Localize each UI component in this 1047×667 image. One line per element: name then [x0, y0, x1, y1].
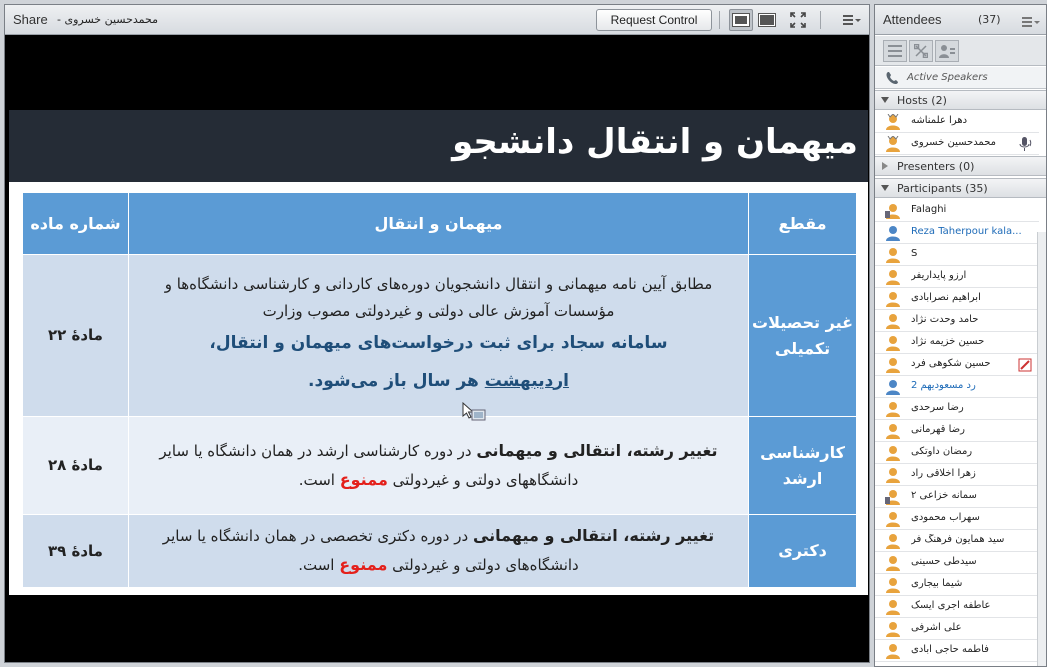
participant-name: حسین خزیمه نژاد [911, 336, 985, 347]
participant-name: آرزو پایداریفر [911, 270, 967, 281]
participant-user-icon [885, 335, 901, 351]
participant-row[interactable] [875, 354, 1039, 376]
level-cell: دکتری [749, 515, 857, 588]
host-name: محمدحسین خسروی [911, 137, 997, 148]
participants-section-header[interactable] [875, 178, 1046, 198]
rules-table [22, 192, 857, 588]
share-pod [4, 4, 870, 663]
participant-row[interactable] [875, 442, 1039, 464]
participant-user-icon [885, 577, 901, 593]
shared-user-icon [885, 203, 901, 219]
list-view-icon[interactable] [883, 40, 907, 62]
shared-user-icon [885, 489, 901, 505]
participant-user-icon [885, 511, 901, 527]
active-speakers-bar [875, 67, 1046, 89]
participant-user-icon [885, 401, 901, 417]
participant-row[interactable] [875, 398, 1039, 420]
column-header-topic: میهمان و انتقال [128, 193, 748, 255]
participant-row[interactable] [875, 640, 1039, 662]
microphone-active-icon [1017, 136, 1033, 152]
request-control-button[interactable]: Request Control [596, 9, 712, 31]
participants-label: Participants (35) [897, 182, 988, 195]
participant-name: زهرا اخلاقی راد [911, 468, 976, 479]
active-speakers-label: Active Speakers [907, 72, 988, 83]
phone-icon [885, 71, 899, 85]
participant-row[interactable] [875, 266, 1039, 288]
attendees-count: (37) [978, 13, 1001, 26]
presenter-name: - محمدحسین خسروی [57, 13, 159, 26]
bold-lead: تغییر رشته، انتقالی و میهمانی [476, 440, 718, 460]
article-cell: مادهٔ ۳۹ [23, 515, 129, 588]
participant-user-icon [885, 467, 901, 483]
participant-user-icon [885, 379, 901, 395]
host-row[interactable] [875, 111, 1039, 133]
description-cell [128, 416, 748, 515]
host-name: دهرا علمناشه [911, 115, 968, 126]
participant-name: S [911, 248, 918, 259]
remote-cursor-icon [462, 402, 488, 424]
participant-row[interactable] [875, 508, 1039, 530]
participant-row[interactable] [875, 420, 1039, 442]
participant-name: فاطمه حاجی آبادی [911, 644, 989, 655]
pod-options-menu-icon[interactable] [839, 9, 865, 31]
description-tail: است. [298, 556, 340, 575]
participant-user-icon [885, 225, 901, 241]
forbidden-word: ممنوع [339, 469, 388, 489]
toolbar-divider [820, 11, 821, 29]
description-text: مطابق آیین نامه میهمانی و انتقال دانشجویان دوره‌های کاردانی و کارشناسی دانشگاه‌ها و مؤسسات آموزش عالی دولتی و غیردولتی مصوب وزارت [164, 275, 713, 321]
fit-to-width-view-icon[interactable] [729, 9, 753, 31]
participant-row[interactable] [875, 486, 1039, 508]
article-cell: مادهٔ ۲۲ [23, 255, 129, 416]
participant-name: سید همایون فرهنگ فر [911, 534, 1005, 545]
hosts-label: Hosts (2) [897, 94, 947, 107]
participant-name: علی اشرفی [911, 622, 962, 633]
description-text: در دوره دکتری تخصصی در همان دانشگاه یا سایر دانشگاه‌های دولتی و غیردولتی [162, 527, 579, 575]
participant-user-icon [885, 643, 901, 659]
expand-triangle-icon [881, 184, 890, 193]
expand-triangle-icon [881, 96, 890, 105]
level-cell: غیر تحصیلات تکمیلی [749, 255, 857, 416]
table-row [23, 255, 857, 416]
fullscreen-icon[interactable] [786, 9, 810, 31]
participant-name: رمضان داوتکی [911, 446, 973, 457]
participant-name: رضا قهرمانی [911, 424, 965, 435]
month-rest: هر سال باز می‌شود. [308, 370, 485, 391]
participant-name: حسین شکوهی فرد [911, 358, 991, 369]
share-pod-title: Share [13, 12, 48, 27]
participant-user-icon [885, 269, 901, 285]
participant-row[interactable] [875, 552, 1039, 574]
description-text: در دوره کارشناسی ارشد در همان دانشگاه یا سایر دانشگاههای دولتی و غیردولتی [159, 441, 579, 489]
raised-hand-icon [1017, 357, 1033, 373]
hosts-section-header[interactable] [875, 90, 1046, 110]
participant-user-icon [885, 621, 901, 637]
month-underlined: اردیبهشت [484, 370, 569, 391]
participant-name: حامد وحدت نژاد [911, 314, 979, 325]
slide-header-band [9, 110, 868, 182]
participant-row[interactable] [875, 222, 1039, 244]
attendees-header [875, 5, 1046, 35]
description-cell [128, 255, 748, 416]
presenters-section-header[interactable] [875, 156, 1046, 176]
participant-user-icon [885, 357, 901, 373]
participant-user-icon [885, 533, 901, 549]
attendees-scrollbar[interactable] [1037, 232, 1046, 667]
participant-row[interactable] [875, 288, 1039, 310]
collapse-triangle-icon [881, 162, 890, 171]
column-header-level: مقطع [749, 193, 857, 255]
participant-name: شیما بیجاری [911, 578, 963, 589]
participant-row[interactable] [875, 376, 1039, 398]
participant-row[interactable] [875, 618, 1039, 640]
participant-name: سیدطی حسینی [911, 556, 977, 567]
attendees-toolbar [875, 36, 1046, 66]
host-user-icon [885, 136, 901, 152]
scrollbar-thumb[interactable] [1038, 232, 1046, 292]
article-cell: مادهٔ ۲۸ [23, 416, 129, 515]
presenters-label: Presenters (0) [897, 160, 975, 173]
participant-row[interactable] [875, 574, 1039, 596]
participant-user-icon [885, 247, 901, 263]
attendees-title: Attendees [883, 12, 942, 27]
table-row [23, 515, 857, 588]
attendees-menu-icon[interactable] [1022, 13, 1040, 32]
level-cell: کارشناسی ارشد [749, 416, 857, 515]
description-cell [128, 515, 748, 588]
forbidden-word: ممنوع [339, 555, 388, 575]
column-header-article: شماره ماده [23, 193, 129, 255]
share-pod-header [5, 5, 869, 35]
participant-row[interactable] [875, 200, 1039, 222]
participant-row[interactable] [875, 596, 1039, 618]
sajad-highlight-line: سامانه سجاد برای ثبت درخواست‌های میهمان و انتقال، [209, 333, 668, 354]
table-header-row [23, 193, 857, 255]
participant-row[interactable] [875, 464, 1039, 486]
participant-user-icon [885, 313, 901, 329]
participant-name: Reza Taherpour kala... [911, 226, 1022, 237]
participant-name: Falaghi [911, 204, 947, 215]
participant-row[interactable] [875, 530, 1039, 552]
participant-row[interactable] [875, 310, 1039, 332]
host-row[interactable] [875, 133, 1039, 155]
bold-lead: تغییر رشته، انتقالی و میهمانی [472, 526, 715, 546]
attendees-pod [874, 4, 1047, 667]
participant-user-icon [885, 423, 901, 439]
host-user-icon [885, 114, 901, 130]
participant-user-icon [885, 291, 901, 307]
actual-size-view-icon[interactable] [755, 9, 779, 31]
breakout-view-icon[interactable] [909, 40, 933, 62]
description-tail: است. [298, 470, 340, 489]
participant-name: ابراهیم نصرآبادی [911, 292, 981, 303]
sajad-highlight-line-2 [137, 363, 740, 400]
participant-row[interactable] [875, 244, 1039, 266]
participant-name: 2 رد مسعودیهم [911, 380, 976, 391]
shared-slide [9, 110, 868, 595]
slide-title: میهمان و انتقال دانشجو [452, 122, 858, 162]
toolbar-divider [719, 11, 720, 29]
participant-name: سهراب محمودی [911, 512, 980, 523]
participant-name: رضا سرحدی [911, 402, 964, 413]
participant-user-icon [885, 555, 901, 571]
participant-user-icon [885, 599, 901, 615]
participant-name: عاطفه آجری آیسک [911, 600, 991, 611]
table-row [23, 416, 857, 515]
participant-name: سمانه خزاعی ۲ [911, 490, 977, 501]
status-view-icon[interactable] [935, 40, 959, 62]
participant-user-icon [885, 445, 901, 461]
participant-row[interactable] [875, 332, 1039, 354]
